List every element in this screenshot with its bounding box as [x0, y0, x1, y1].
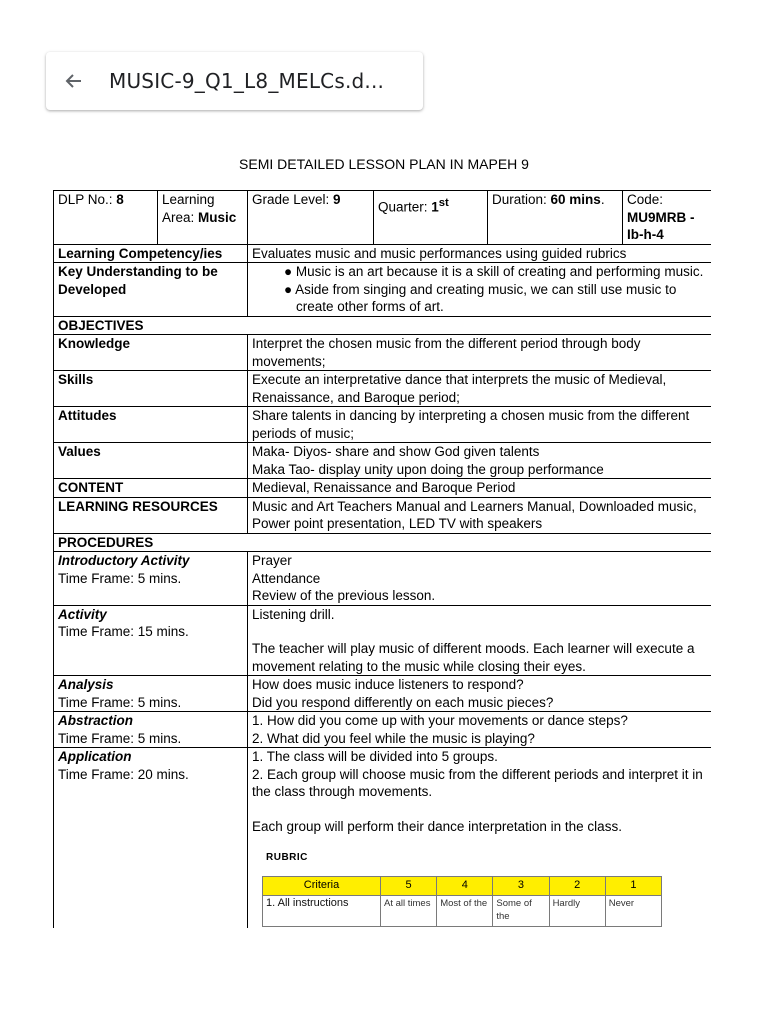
lesson-plan-title: SEMI DETAILED LESSON PLAN IN MAPEH 9 — [239, 156, 529, 172]
dlp-cell: DLP No.: 8 — [54, 191, 158, 245]
competency-row: Learning Competency/ies Evaluates music and music performances using guided rubrics — [54, 244, 712, 263]
content-row: CONTENT Medieval, Renaissance and Baroque Period — [54, 479, 712, 498]
duration-cell: Duration: 60 mins. — [488, 191, 623, 245]
rubric-row: 1. All instructions At all times Most of the Some of the Hardly Never — [263, 895, 662, 926]
bullet-item: ● Aside from singing and creating music, we can still use music to create other forms of art. — [284, 281, 677, 314]
lesson-plan-table — [53, 190, 711, 928]
values-row: Values Maka- Diyos- share and show God given talents Maka Tao- display unity upon doing the group performance — [54, 443, 712, 479]
document-toolbar — [46, 52, 423, 110]
quarter-cell: Quarter: 1st — [374, 191, 488, 245]
bullet-item: ● Music is an art because it is a skill of creating and performing music. — [284, 264, 704, 279]
objectives-row: OBJECTIVES — [54, 316, 712, 335]
code-cell: Code: MU9MRB - Ib-h-4 — [623, 191, 712, 245]
abstraction-row: Abstraction Time Frame: 5 mins. 1. How did you come up with your movements or dance steps? 2. What did you feel while the music is playing? — [54, 712, 712, 748]
header-row — [54, 191, 712, 245]
rubric-image: RUBRIC Criteria 5 4 3 2 1 1. All instructions At all times Most of the Some of the Hardly Never — [262, 849, 707, 927]
attitudes-row: Attitudes Share talents in dancing by interpreting a chosen music from the different periods of music; — [54, 407, 712, 443]
rubric-header-row: Criteria 5 4 3 2 1 — [263, 876, 662, 895]
learning-area-cell: Learning Area: Music — [158, 191, 248, 245]
knowledge-row: Knowledge Interpret the chosen music from the different period through body movements; — [54, 335, 712, 371]
procedures-row: PROCEDURES — [54, 533, 712, 552]
introductory-activity-row: Introductory Activity Time Frame: 5 mins. Prayer Attendance Review of the previous lesson. — [54, 552, 712, 606]
document-title: MUSIC-9_Q1_L8_MELCs.d... — [109, 69, 385, 93]
rubric-table — [262, 876, 662, 927]
lesson-plan-sheet — [53, 190, 711, 928]
activity-row: Activity Time Frame: 15 mins. Listening drill. The teacher will play music of different moods. Each learner will execute a movement relating to the music while closing their eyes. — [54, 605, 712, 676]
application-row: Application Time Frame: 20 mins. 1. The class will be divided into 5 groups. 2. Each group will choose music from the different periods and interpret it in the class through movements. Each group will perform their dance interpretation in the class. RUBRIC Criteria 5 4 3 2 1 1. All instructions At all times Most of the Some of the Hardly Never — [54, 748, 712, 929]
resources-row: LEARNING RESOURCES Music and Art Teachers Manual and Learners Manual, Downloaded music, Power point presentation, LED TV with speakers — [54, 497, 712, 533]
back-arrow-icon[interactable] — [61, 69, 85, 93]
grade-level-cell: Grade Level: 9 — [248, 191, 374, 245]
key-understanding-row: Key Understanding to be Developed ● Music is an art because it is a skill of creating and performing music. ● Aside from singing and creating music, we can still use music to create other forms of art. — [54, 263, 712, 317]
analysis-row: Analysis Time Frame: 5 mins. How does music induce listeners to respond? Did you respond differently on each music pieces? — [54, 676, 712, 712]
skills-row: Skills Execute an interpretative dance that interprets the music of Medieval, Renaissance, and Baroque period; — [54, 371, 712, 407]
key-understanding-bullets — [248, 263, 712, 317]
